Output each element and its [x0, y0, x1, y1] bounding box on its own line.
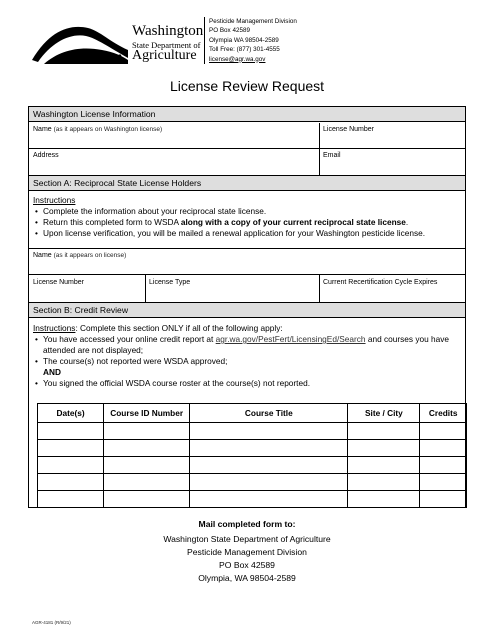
- course-table: [37, 403, 467, 508]
- table-cell[interactable]: [420, 423, 467, 440]
- column-header-credits: Credits: [420, 404, 467, 423]
- table-row: [38, 474, 467, 491]
- column-header-dates: Date(s): [38, 404, 104, 423]
- agency-name-line3: Agriculture: [132, 48, 197, 63]
- recert-cycle-field[interactable]: [320, 275, 465, 302]
- table-cell[interactable]: [38, 423, 104, 440]
- list-item: • Complete the information about your reciprocal state license.: [33, 206, 463, 217]
- table-cell[interactable]: [104, 491, 190, 508]
- section-b-instructions-line: Instructions: Complete this section ONLY if all of the following apply:: [33, 323, 283, 333]
- table-row: [38, 457, 467, 474]
- table-cell[interactable]: [420, 474, 467, 491]
- contact-city: Olympia WA 98504-2589: [209, 36, 279, 44]
- credit-report-link[interactable]: agr.wa.gov/PestFert/LicensingEd/Search: [215, 334, 366, 344]
- wa-address-field[interactable]: [29, 149, 319, 175]
- agency-name-line2: State Department of: [132, 40, 201, 50]
- table-cell[interactable]: [190, 474, 348, 491]
- reciprocal-license-type-label: License Type: [149, 279, 191, 286]
- wa-name-label: Name (as it appears on Washington license): [33, 126, 163, 133]
- mail-line-4: Olympia, WA 98504-2589: [198, 573, 296, 583]
- section-a-bullet-list: [33, 206, 463, 239]
- table-cell[interactable]: [190, 491, 348, 508]
- form-id-footer: AGR-4181 (R/9/21): [32, 620, 71, 625]
- table-cell[interactable]: [348, 491, 420, 508]
- table-cell[interactable]: [190, 423, 348, 440]
- reciprocal-license-number-field[interactable]: [29, 275, 145, 302]
- agency-name-line1: Washington: [132, 23, 204, 39]
- list-item: • You have accessed your online credit report at agr.wa.gov/PestFert/LicensingEd/Search and courses you have attended are not displayed;: [33, 334, 463, 356]
- contact-email-link[interactable]: license@agr.wa.gov: [209, 55, 266, 63]
- table-row: [38, 440, 467, 457]
- section-heading-washington: Washington License Information: [29, 107, 465, 122]
- table-cell[interactable]: [420, 457, 467, 474]
- mail-line-3: PO Box 42589: [219, 560, 275, 570]
- section-a-instructions: [33, 195, 463, 239]
- table-cell[interactable]: [104, 474, 190, 491]
- table-row: [38, 491, 467, 508]
- contact-po-box: PO Box 42589: [209, 27, 250, 35]
- list-item: • Return this completed form to WSDA along with a copy of your current reciprocal state license.: [33, 217, 463, 228]
- recert-cycle-label: Current Recertification Cycle Expires: [323, 279, 438, 286]
- column-header-course-title: Course Title: [190, 404, 348, 423]
- table-cell[interactable]: [38, 457, 104, 474]
- wa-license-number-field[interactable]: [320, 123, 465, 149]
- wa-name-field[interactable]: [29, 123, 319, 149]
- reciprocal-license-type-field[interactable]: [146, 275, 319, 302]
- list-item: • Upon license verification, you will be mailed a renewal application for your Washington pesticide license.: [33, 228, 463, 239]
- table-row: [38, 423, 467, 440]
- contact-phone: Toll Free: (877) 301-4555: [209, 46, 280, 54]
- table-cell[interactable]: [38, 491, 104, 508]
- license-review-form: [28, 106, 466, 508]
- table-cell[interactable]: [420, 491, 467, 508]
- table-cell[interactable]: [348, 440, 420, 457]
- list-item: • The course(s) not reported were WSDA approved;: [33, 356, 463, 367]
- table-header-row: [38, 404, 467, 423]
- section-a-instructions-label: Instructions: [33, 195, 76, 205]
- wa-email-field[interactable]: [320, 149, 465, 175]
- reciprocal-name-label: Name (as it appears on license): [33, 252, 127, 259]
- column-header-site-city: Site / City: [348, 404, 420, 423]
- table-cell[interactable]: [348, 474, 420, 491]
- table-cell[interactable]: [420, 440, 467, 457]
- contact-block: [204, 17, 319, 64]
- contact-division: Pesticide Management Division: [209, 18, 297, 25]
- section-b-bullet-list-2: [33, 378, 463, 389]
- wa-email-label: Email: [323, 152, 341, 159]
- and-label: AND: [43, 367, 61, 377]
- page-title: License Review Request: [169, 78, 325, 94]
- table-cell[interactable]: [190, 457, 348, 474]
- section-b-instructions: [33, 323, 463, 389]
- section-b-bullet-list: [33, 334, 463, 367]
- table-cell[interactable]: [104, 423, 190, 440]
- mail-heading: Mail completed form to:: [198, 519, 296, 529]
- wa-address-label: Address: [33, 152, 59, 159]
- list-item: • You signed the official WSDA course roster at the course(s) not reported.: [33, 378, 463, 389]
- section-heading-b: Section B: Credit Review: [29, 303, 465, 318]
- table-cell[interactable]: [38, 474, 104, 491]
- reciprocal-name-field[interactable]: [29, 249, 465, 274]
- column-header-course-id: Course ID Number: [104, 404, 190, 423]
- table-cell[interactable]: [38, 440, 104, 457]
- table-cell[interactable]: [104, 457, 190, 474]
- table-cell[interactable]: [348, 423, 420, 440]
- reciprocal-license-number-label: License Number: [33, 279, 84, 286]
- section-heading-a: Section A: Reciprocal State License Holders: [29, 176, 465, 191]
- table-cell[interactable]: [104, 440, 190, 457]
- mail-line-2: Pesticide Management Division: [187, 547, 307, 557]
- mail-line-1: Washington State Department of Agriculture: [163, 534, 331, 544]
- logo-text: WSDA: [86, 52, 125, 66]
- table-cell[interactable]: [348, 457, 420, 474]
- table-cell[interactable]: [190, 440, 348, 457]
- wa-license-number-label: License Number: [323, 126, 374, 133]
